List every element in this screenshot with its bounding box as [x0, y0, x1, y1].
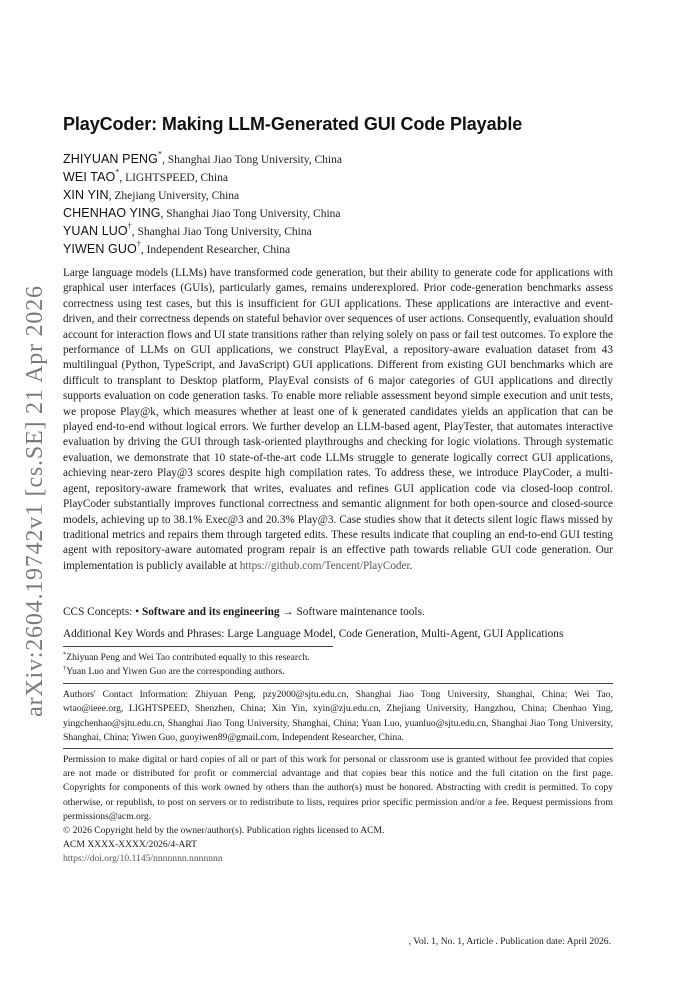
ccs-sub-concept: Software maintenance tools. [296, 606, 425, 618]
permission-notice: Permission to make digital or hard copies of all or part of this work for personal or classroom use is granted without fee provided that copies are not made or distributed for profit or commercial advantage and that copies bear this notice and the full citation on the first page. Copyrights for components of this work owned by others than the author(s) must be honored. Abstracting with credit is permitted. To copy otherwise, or republish, to post on servers or to redistribute to lists, requires prior specific permission and/or a fee. Request permissions from permissions@acm.org. [63, 754, 613, 822]
author-affiliation: , Shanghai Jiao Tong University, China [160, 208, 341, 220]
publication-footer: , Vol. 1, No. 1, Article . Publication date: April 2026. [408, 936, 611, 947]
author-entry [63, 168, 613, 186]
author-affiliation: , LIGHTSPEED, China [119, 172, 228, 184]
author-name: ZHIYUAN PENG [63, 152, 158, 166]
author-name: XIN YIN [63, 188, 109, 202]
author-entry [63, 150, 613, 168]
acm-id: ACM XXXX-XXXX/2026/4-ART [63, 839, 197, 851]
ccs-primary-concept: Software and its engineering [141, 606, 280, 618]
author-affiliation: , Shanghai Jiao Tong University, China [161, 154, 342, 166]
footnote-mark: † [63, 664, 67, 672]
footnote [63, 651, 613, 665]
contact-divider [63, 683, 613, 684]
author-entry [63, 186, 613, 204]
author-entry [63, 240, 613, 258]
author-mark: † [136, 239, 141, 249]
arxiv-stamp-text: arXiv:2604.19742v1 [cs.SE] 21 Apr 2026 [22, 285, 48, 717]
ccs-arrow: → [279, 606, 297, 618]
author-entry [63, 222, 613, 240]
author-mark: * [115, 167, 120, 177]
permissions-divider [63, 748, 613, 749]
doi-link[interactable]: https://doi.org/10.1145/nnnnnnn.nnnnnnn [63, 853, 223, 865]
author-mark: † [127, 221, 132, 231]
repository-link[interactable]: https://github.com/Tencent/PlayCoder [239, 559, 410, 572]
footnote-divider [63, 646, 333, 647]
permissions-block [63, 753, 613, 867]
author-name: WEI TAO [63, 170, 116, 184]
author-name: YIWEN GUO [63, 242, 137, 256]
copyright-line: © 2026 Copyright held by the owner/author(s). Publication rights licensed to ACM. [63, 825, 385, 837]
ccs-label: CCS Concepts: • [63, 606, 142, 618]
arxiv-stamp [22, 258, 48, 744]
footnotes [63, 651, 613, 679]
keywords: Additional Key Words and Phrases: Large Language Model, Code Generation, Multi-Agent, GUI Applications [63, 628, 564, 640]
abstract-end: . [409, 559, 413, 572]
footnote-text: Zhiyuan Peng and Wei Tao contributed equally to this research. [66, 652, 310, 663]
footnote-text: Yuan Luo and Yiwen Guo are the corresponding authors. [66, 666, 285, 677]
author-entry [63, 204, 613, 222]
paper-title: PlayCoder: Making LLM-Generated GUI Code Playable [63, 114, 523, 134]
footnote-mark: * [63, 650, 67, 658]
author-mark: * [157, 149, 162, 159]
author-list [63, 150, 613, 258]
abstract [63, 266, 613, 574]
author-name: YUAN LUO [63, 224, 128, 238]
author-name: CHENHAO YING [63, 206, 161, 220]
author-affiliation: , Zhejiang University, China [108, 190, 240, 202]
author-contact-info: Authors' Contact Information: Zhiyuan Peng, pzy2000@sjtu.edu.cn, Shanghai Jiao Tong University, Shanghai, China; Wei Tao, wtao@ieee.org, LIGHTSPEED, Shenzhen, China; Xin Yin, xyin@zju.edu.cn, Zhejiang University, Hangzhou, China; Chenhao Ying, yingchenhao@sjtu.edu.cn, Shanghai Jiao Tong University, Shanghai, China; Yuan Luo, yuanluo@sjtu.edu.cn, Shanghai Jiao Tong University, Shanghai, China; Yiwen Guo, guoyiwen89@gmail.com, Independent Researcher, China. [63, 689, 613, 743]
footnote [63, 665, 613, 679]
author-affiliation: , Independent Researcher, China [140, 244, 291, 256]
ccs-concepts [63, 606, 623, 618]
author-affiliation: , Shanghai Jiao Tong University, China [131, 226, 312, 238]
abstract-text: Large language models (LLMs) have transformed code generation, but their ability to generate code for applications with graphical user interfaces (GUIs), particularly games, remains underexplored. Prior code-generation benchmarks assess correctness using test cases, but this is insufficient for GUI applications. These applications are interactive and event-driven, and their correctness depends on stateful behavior over sequences of user actions. Consequently, evaluation should account for interaction flows and UI state transitions rather than relying solely on pass or fail test outcomes. To explore the performance of LLMs on GUI applications, we construct PlayEval, a repository-aware evaluation dataset from 43 multilingual (Python, TypeScript, and JavaScript) GUI applications. Different from existing GUI benchmarks which are difficult to transplant to Desktop platform, PlayEval consists of 6 major categories of GUI applications and directly supports evaluation on code generation tasks. To enable more reliable assessment beyond simple execution and unit tests, we propose Play@k, which measures whether at least one of k generated candidates yields an application that can be played end-to-end without logical errors. We further develop an LLM-based agent, PlayTester, that automates interactive evaluation by driving the GUI through task-oriented playthroughs and checking for logic violations. Through systematic evaluation, we demonstrate that 10 state-of-the-art code LLMs struggle to generate logically correct GUI applications, achieving near-zero Play@3 scores despite high compilation rates. To address these, we introduce PlayCoder, a multi-agent, repository-aware framework that writes, evaluates and refines GUI application code via closed-loop control. PlayCoder substantially improves functional correctness and semantic alignment for both open-source and closed-source models, achieving up to 38.1% Exec@3 and 20.3% Play@3. Case studies show that it detects silent logic flaws missed by traditional metrics and repairs them through targeted edits. These results indicate that coupling an end-to-end GUI testing agent with repository-aware automated program repair is an effective path towards reliable GUI code generation. Our implementation is publicly available at [63, 267, 613, 572]
